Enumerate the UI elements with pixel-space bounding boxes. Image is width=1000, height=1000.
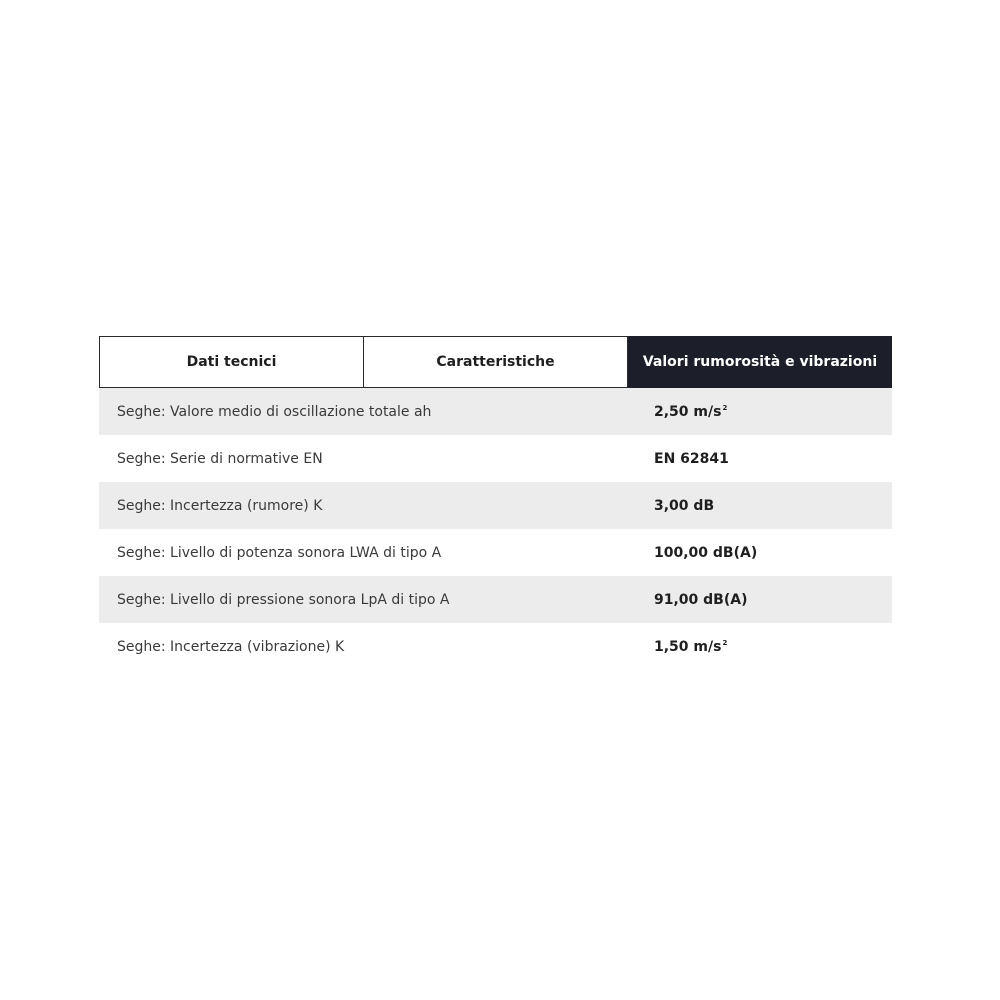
- row-label: Seghe: Valore medio di oscillazione totale ah: [117, 403, 432, 420]
- row-label: Seghe: Incertezza (vibrazione) K: [117, 638, 345, 655]
- table-row: [99, 576, 892, 623]
- row-value: 91,00 dB(A): [654, 591, 748, 608]
- table-row: [99, 388, 892, 435]
- tab-valori-rumorosita-vibrazioni[interactable]: [628, 336, 892, 388]
- row-label: Seghe: Serie di normative EN: [117, 450, 323, 467]
- tab-bar: [99, 336, 892, 388]
- table-row: [99, 435, 892, 482]
- table-row: [99, 482, 892, 529]
- row-value: 100,00 dB(A): [654, 544, 758, 561]
- spec-rows: [99, 388, 892, 670]
- row-value: EN 62841: [654, 450, 729, 467]
- tab-label: Dati tecnici: [186, 354, 277, 370]
- row-label: Seghe: Livello di pressione sonora LpA di tipo A: [117, 591, 450, 608]
- row-label: Seghe: Livello di potenza sonora LWA di tipo A: [117, 544, 442, 561]
- row-value: 2,50 $m/s^2$: [654, 403, 728, 420]
- table-row: [99, 623, 892, 670]
- row-value: 1,50 $m/s^2$: [654, 638, 728, 655]
- tab-dati-tecnici[interactable]: [99, 336, 364, 388]
- tab-label: Caratteristiche: [436, 354, 555, 370]
- tab-label: Valori rumorosità e vibrazioni: [642, 354, 878, 370]
- table-row: [99, 529, 892, 576]
- row-label: Seghe: Incertezza (rumore) K: [117, 497, 323, 514]
- spec-table: [99, 336, 892, 670]
- tab-caratteristiche[interactable]: [364, 336, 628, 388]
- row-value: 3,00 dB: [654, 497, 715, 514]
